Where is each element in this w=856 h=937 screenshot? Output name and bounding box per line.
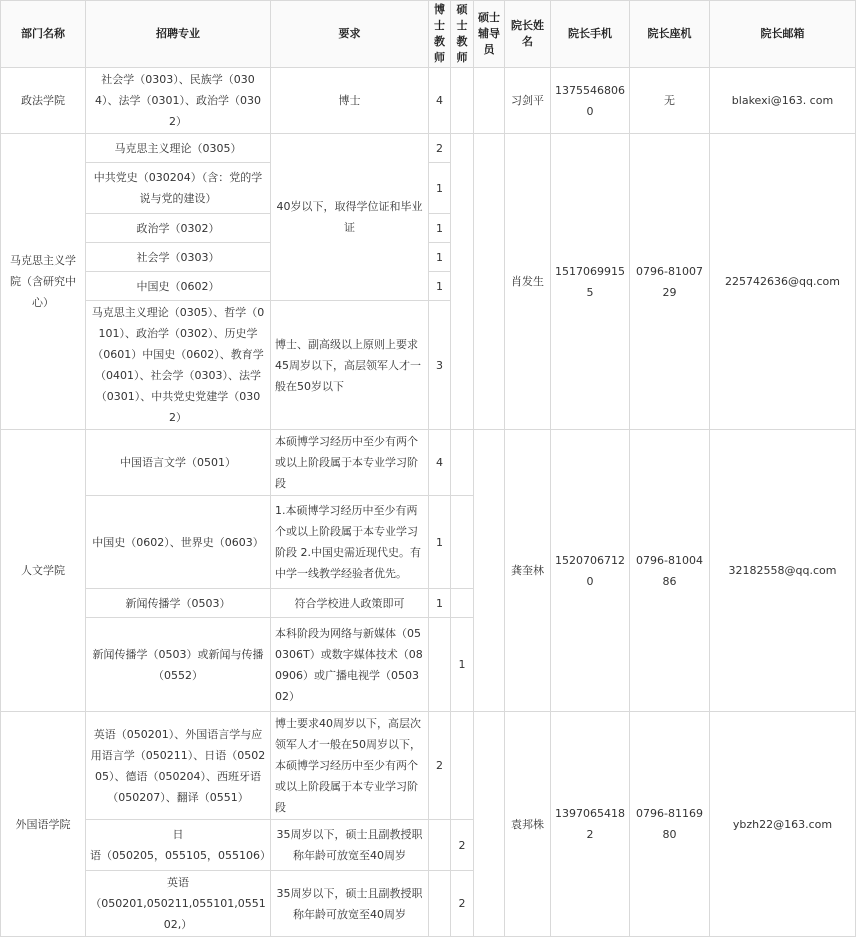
major-cell: 政治学（0302） bbox=[86, 214, 271, 243]
phd-count-cell: 3 bbox=[429, 301, 451, 430]
dean-email-cell[interactable]: 225742636@qq.com bbox=[710, 134, 856, 430]
phd-count-cell: 1 bbox=[429, 496, 451, 589]
master-teacher-count-cell bbox=[451, 496, 474, 589]
dean-email-cell[interactable]: blakexi@163. com bbox=[710, 68, 856, 134]
requirement-cell: 本硕博学习经历中至少有两个或以上阶段属于本专业学习阶段 bbox=[271, 430, 429, 496]
major-cell: 中国语言文学（0501） bbox=[86, 430, 271, 496]
major-cell: 新闻传播学（0503）或新闻与传播（0552） bbox=[86, 618, 271, 712]
requirement-cell: 博士 bbox=[271, 68, 429, 134]
major-cell: 新闻传播学（0503） bbox=[86, 589, 271, 618]
header-phd-teacher: 博士教师 bbox=[429, 1, 451, 68]
header-row bbox=[1, 1, 856, 68]
phd-count-cell: 4 bbox=[429, 430, 451, 496]
phd-count-cell: 1 bbox=[429, 243, 451, 272]
phd-count-cell bbox=[429, 618, 451, 712]
table-row bbox=[1, 68, 856, 134]
major-line: 语（050205，055105，055106） bbox=[90, 849, 271, 862]
requirement-cell: 1.本硕博学习经历中至少有两个或以上阶段属于本专业学习阶段 2.中国史需近现代史。有中学一线教学经验者优先。 bbox=[271, 496, 429, 589]
dean-email-cell[interactable]: 32182558@qq.com bbox=[710, 430, 856, 712]
major-cell: 社会学（0303）、民族学（0304）、法学（0301）、政治学（0302） bbox=[86, 68, 271, 134]
major-cell: 马克思主义理论（0305） bbox=[86, 134, 271, 163]
phd-count-cell bbox=[429, 871, 451, 937]
master-teacher-count-cell: 1 bbox=[451, 618, 474, 712]
header-dean-name: 院长姓名 bbox=[505, 1, 551, 68]
dean-name-cell: 袁邦株 bbox=[505, 712, 551, 937]
major-cell: 英语（050201）、外国语言学与应用语言学（050211）、日语（050205）、德语（050204）、西班牙语（050207）、翻译（0551） bbox=[86, 712, 271, 820]
master-counselor-count-cell bbox=[474, 712, 505, 937]
phd-count-cell: 1 bbox=[429, 272, 451, 301]
dean-phone-cell: 无 bbox=[630, 68, 710, 134]
header-dept: 部门名称 bbox=[1, 1, 86, 68]
master-teacher-count-cell bbox=[451, 68, 474, 134]
master-teacher-count-cell: 2 bbox=[451, 871, 474, 937]
major-cell: 中共党史（030204）（含：党的学说与党的建设） bbox=[86, 163, 271, 214]
header-dean-phone: 院长座机 bbox=[630, 1, 710, 68]
master-counselor-count-cell bbox=[474, 68, 505, 134]
header-dean-mobile: 院长手机 bbox=[551, 1, 630, 68]
master-teacher-count-cell bbox=[451, 712, 474, 820]
major-line: （050201,050211,055101,055102,） bbox=[90, 897, 266, 931]
phd-count-cell: 1 bbox=[429, 589, 451, 618]
dean-phone-cell: 0796-8116980 bbox=[630, 712, 710, 937]
dept-cell: 政法学院 bbox=[1, 68, 86, 134]
major-line: 日 bbox=[172, 828, 184, 841]
dean-name-cell: 习剑平 bbox=[505, 68, 551, 134]
dean-name-cell: 肖发生 bbox=[505, 134, 551, 430]
header-dean-email: 院长邮箱 bbox=[710, 1, 856, 68]
dean-mobile-cell: 13755468060 bbox=[551, 68, 630, 134]
phd-count-cell: 2 bbox=[429, 134, 451, 163]
dean-phone-cell: 0796-8100486 bbox=[630, 430, 710, 712]
phd-count-cell: 2 bbox=[429, 712, 451, 820]
major-cell: 马克思主义理论（0305）、哲学（0101）、政治学（0302）、历史学（0601）中国史（0602）、教育学（0401）、社会学（0303）、法学（0301）、中共党史党建学（0302） bbox=[86, 301, 271, 430]
table-row bbox=[1, 134, 856, 163]
dean-mobile-cell: 13970654182 bbox=[551, 712, 630, 937]
phd-count-cell: 4 bbox=[429, 68, 451, 134]
dean-phone-cell: 0796-8100729 bbox=[630, 134, 710, 430]
major-cell: 中国史（0602）、世界史（0603） bbox=[86, 496, 271, 589]
table-row bbox=[1, 712, 856, 820]
major-cell bbox=[86, 820, 271, 871]
requirement-cell: 博士、副高级以上原则上要求45周岁以下，高层领军人才一般在50岁以下 bbox=[271, 301, 429, 430]
header-requirement: 要求 bbox=[271, 1, 429, 68]
dean-email-cell[interactable]: ybzh22@163.com bbox=[710, 712, 856, 937]
dean-mobile-cell: 15207067120 bbox=[551, 430, 630, 712]
header-master-teacher: 硕士教师 bbox=[451, 1, 474, 68]
master-counselor-count-cell bbox=[474, 134, 505, 430]
dean-name-cell: 龚奎林 bbox=[505, 430, 551, 712]
phd-count-cell: 1 bbox=[429, 214, 451, 243]
header-major: 招聘专业 bbox=[86, 1, 271, 68]
master-teacher-count-cell bbox=[451, 430, 474, 496]
major-line: 英语 bbox=[167, 876, 189, 889]
major-cell bbox=[86, 871, 271, 937]
major-cell: 中国史（0602） bbox=[86, 272, 271, 301]
table-row bbox=[1, 430, 856, 496]
requirement-cell: 35周岁以下，硕士且副教授职称年龄可放宽至40周岁 bbox=[271, 820, 429, 871]
phd-count-cell bbox=[429, 820, 451, 871]
master-teacher-count-cell bbox=[451, 134, 474, 430]
requirement-cell: 博士要求40周岁以下，高层次领军人才一般在50周岁以下，本硕博学习经历中至少有两个或以上阶段属于本专业学习阶段 bbox=[271, 712, 429, 820]
requirement-cell: 35周岁以下，硕士且副教授职称年龄可放宽至40周岁 bbox=[271, 871, 429, 937]
master-teacher-count-cell bbox=[451, 589, 474, 618]
requirement-cell: 40岁以下，取得学位证和毕业证 bbox=[271, 134, 429, 301]
dept-cell: 外国语学院 bbox=[1, 712, 86, 937]
phd-count-cell: 1 bbox=[429, 163, 451, 214]
requirement-cell: 符合学校进人政策即可 bbox=[271, 589, 429, 618]
master-teacher-count-cell: 2 bbox=[451, 820, 474, 871]
master-counselor-count-cell bbox=[474, 430, 505, 712]
dean-mobile-cell: 15170699155 bbox=[551, 134, 630, 430]
header-master-counselor: 硕士辅导员 bbox=[474, 1, 505, 68]
dept-cell: 人文学院 bbox=[1, 430, 86, 712]
dept-cell: 马克思主义学院（含研究中心） bbox=[1, 134, 86, 430]
major-cell: 社会学（0303） bbox=[86, 243, 271, 272]
requirement-cell: 本科阶段为网络与新媒体（050306T）或数字媒体技术（080906）或广播电视学（050302） bbox=[271, 618, 429, 712]
